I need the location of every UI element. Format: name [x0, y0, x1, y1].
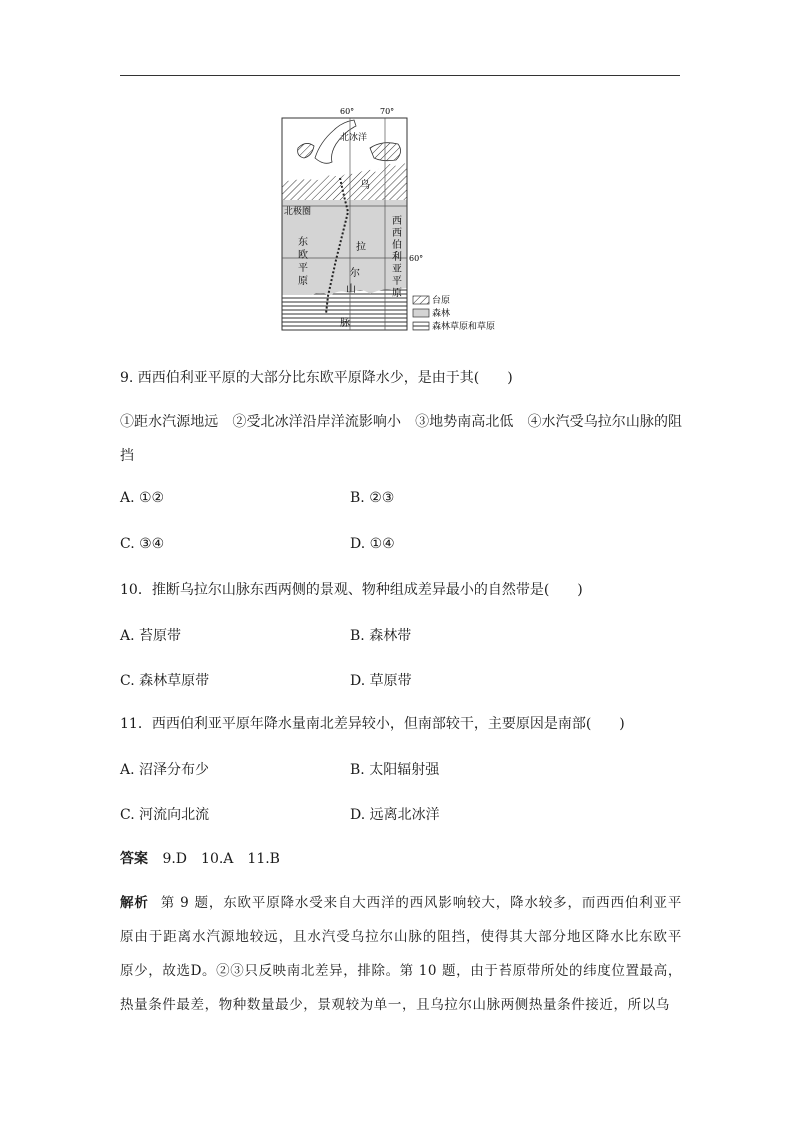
analysis-text: 第 9 题，东欧平原降水受来自大西洋的西风影响较大，降水较多，而西西伯利亚平原由于距离水汽源地较远，且水汽受乌拉尔山脉的阻挡，使得其大部分地区降水比东欧平原少，故选D。②③只反映南北差异，排除。第 10 题，由于苔原带所处的纬度位置最高，热量条件最差，物种数量最少，景观较为单一，且乌拉尔山脉两侧热量条件接近，所以乌	[120, 895, 682, 1013]
q10-option-a: A. 苔原带	[120, 628, 182, 644]
answer-label: 答案	[120, 851, 148, 867]
west-sib-label	[392, 215, 402, 299]
q10-stem: 10．推断乌拉尔山脉东西两侧的景观、物种组成差异最小的自然带是( )	[120, 582, 583, 598]
svg-text:欧: 欧	[298, 250, 308, 261]
svg-text:平: 平	[392, 276, 402, 287]
svg-text:伯: 伯	[392, 240, 402, 251]
ural-char-2: 拉	[356, 242, 366, 253]
lat-label: 60°	[409, 254, 424, 263]
lon1-label: 60°	[340, 107, 355, 116]
svg-text:原: 原	[392, 288, 402, 299]
ural-map-figure	[270, 100, 530, 336]
q11-option-b: B. 太阳辐射强	[350, 762, 440, 778]
map-legend	[413, 294, 495, 332]
q9-option-a: A. ①②	[120, 490, 165, 506]
analysis-paragraph	[120, 886, 682, 1022]
ural-char-4: 山	[346, 284, 356, 295]
q11-option-c: C. 河流向北流	[120, 807, 210, 823]
svg-text:西: 西	[392, 216, 402, 227]
svg-text:东: 东	[298, 237, 308, 248]
legend-steppe: 森林草原和草原	[432, 322, 496, 332]
arctic-ocean-label: 北冰洋	[340, 133, 368, 143]
q11-option-a: A. 沼泽分布少	[120, 762, 210, 778]
q10-option-b: B. 森林带	[350, 628, 412, 644]
q11-stem: 11．西西伯利亚平原年降水量南北差异较小，但南部较干，主要原因是南部( )	[120, 716, 625, 732]
ural-char-1: 乌	[360, 180, 370, 191]
svg-text:亚: 亚	[392, 264, 402, 275]
ural-char-5: 脉	[340, 318, 350, 329]
header-rule	[120, 75, 680, 76]
q9-stem: 9. 西西伯利亚平原的大部分比东欧平原降水少，是由于其( )	[120, 370, 513, 386]
q9-option-c: C. ③④	[120, 536, 165, 552]
q11-option-d: D. 远离北冰洋	[350, 807, 440, 823]
ural-char-3: 尔	[350, 268, 360, 279]
q9-option-b: B. ②③	[350, 490, 395, 506]
lon2-label: 70°	[380, 107, 395, 116]
q9-items: ①距水汽源地远 ②受北冰洋沿岸洋流影响小 ③地势南高北低 ④水汽受乌拉尔山脉的阻挡	[120, 414, 682, 464]
answer-text: 9.D 10.A 11.B	[162, 851, 280, 867]
legend-tundra: 台原	[432, 296, 451, 306]
q10-option-d: D. 草原带	[350, 673, 412, 689]
answer-line	[120, 849, 280, 869]
svg-text:西: 西	[392, 228, 402, 239]
svg-text:原: 原	[298, 276, 308, 287]
q9-option-d: D. ①④	[350, 536, 395, 552]
legend-forest: 森林	[432, 309, 451, 319]
q10-option-c: C. 森林草原带	[120, 673, 210, 689]
arctic-circle-label: 北极圈	[284, 207, 312, 217]
svg-text:利: 利	[392, 252, 402, 263]
analysis-label: 解析	[120, 895, 149, 911]
svg-text:平: 平	[298, 263, 308, 274]
